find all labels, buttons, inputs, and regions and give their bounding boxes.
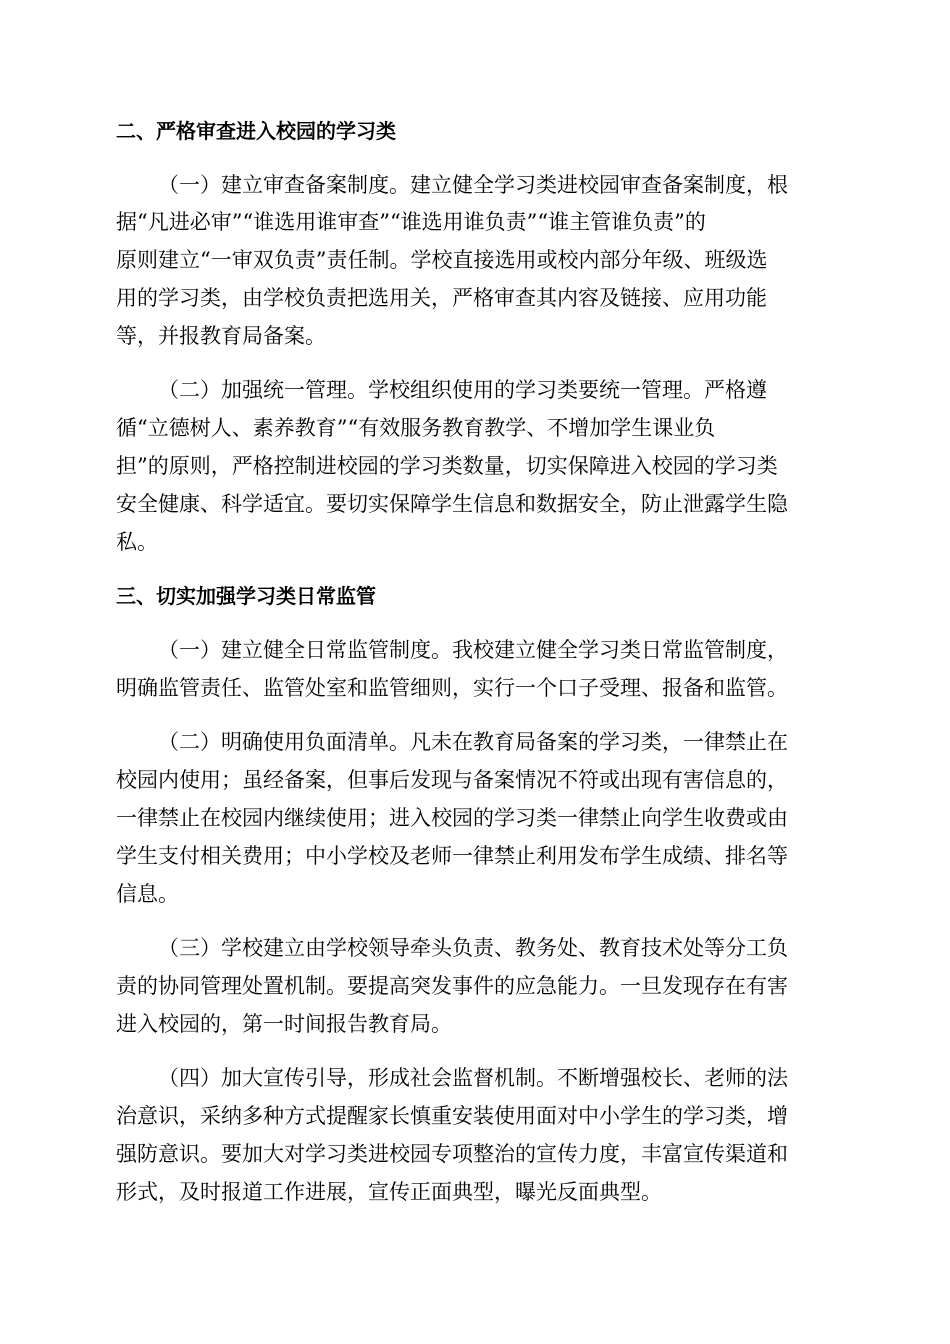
paragraph-line: 形式，及时报道工作进展，宣传正面典型，曝光反面典型。: [116, 1180, 662, 1204]
paragraph-line: 校园内使用；虽经备案，但事后发现与备案情况不符或出现有害信息的，: [116, 768, 788, 792]
paragraph-line: 等，并报教育局备案。: [116, 324, 326, 348]
section-heading: 二、严格审查进入校园的学习类: [116, 119, 396, 143]
paragraph-line: 学生支付相关费用；中小学校及老师一律禁止利用发布学生成绩、排名等: [116, 844, 788, 868]
paragraph-line: 一律禁止在校园内继续使用；进入校园的学习类一律禁止向学生收费或由: [116, 806, 788, 830]
paragraph-line: （四）加大宣传引导，形成社会监督机制。不断增强校长、老师的法: [158, 1066, 788, 1090]
paragraph-line: 用的学习类，由学校负责把选用关，严格审查其内容及链接、应用功能: [116, 286, 767, 310]
paragraph-line: 进入校园的，第一时间报告教育局。: [116, 1012, 452, 1036]
paragraph-line: （二）加强统一管理。学校组织使用的学习类要统一管理。严格遵: [158, 378, 767, 402]
paragraph-line: 信息。: [116, 882, 179, 906]
paragraph-line: 私。: [116, 530, 158, 554]
paragraph-line: 担”的原则，严格控制进校园的学习类数量，切实保障进入校园的学习类: [116, 454, 778, 478]
paragraph-line: 明确监管责任、监管处室和监管细则，实行一个口子受理、报备和监管。: [116, 676, 788, 700]
section-heading: 三、切实加强学习类日常监管: [116, 584, 376, 608]
paragraph-line: 据“凡进必审”“谁选用谁审查”“谁选用谁负责”“谁主管谁负责”的: [116, 210, 706, 234]
paragraph-line: 责的协同管理处置机制。要提高突发事件的应急能力。一旦发现存在有害: [116, 974, 788, 998]
paragraph-line: （一）建立审查备案制度。建立健全学习类进校园审查备案制度，根: [158, 173, 788, 197]
paragraph-line: 循“立德树人、素养教育”“有效服务教育教学、不增加学生课业负: [116, 416, 716, 440]
paragraph-line: （一）建立健全日常监管制度。我校建立健全学习类日常监管制度，: [158, 638, 788, 662]
paragraph-line: 原则建立“一审双负责”责任制。学校直接选用或校内部分年级、班级选: [116, 248, 768, 272]
paragraph-line: （三）学校建立由学校领导牵头负责、教务处、教育技术处等分工负: [158, 936, 788, 960]
paragraph-line: 治意识，采纳多种方式提醒家长慎重安装使用面对中小学生的学习类，增: [116, 1104, 788, 1128]
paragraph-line: （二）明确使用负面清单。凡未在教育局备案的学习类，一律禁止在: [158, 730, 788, 754]
paragraph-line: 安全健康、科学适宜。要切实保障学生信息和数据安全，防止泄露学生隐: [116, 492, 788, 516]
paragraph-line: 强防意识。要加大对学习类进校园专项整治的宣传力度，丰富宣传渠道和: [116, 1142, 788, 1166]
